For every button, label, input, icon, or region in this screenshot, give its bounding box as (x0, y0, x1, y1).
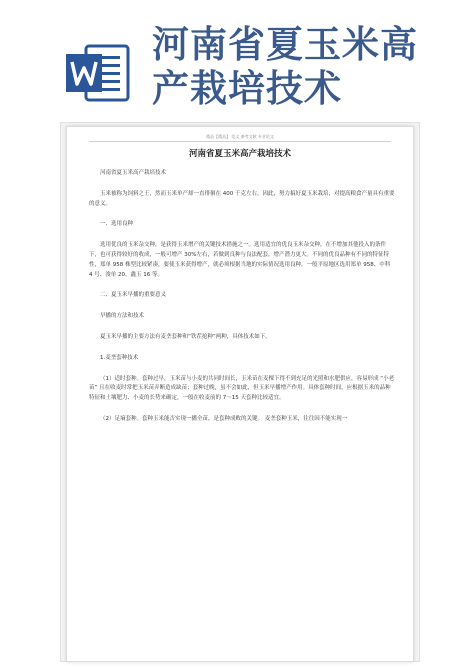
paragraph: （1）适时套种。套种过早，玉米苗与小麦的共同时间长，玉米苗在麦棵下得不到充足的光照和水肥供应，容易形成 “小老苗” 且在收麦时常把玉米苗弄断造成缺苗；套种过晚，虽不会如此，但玉米早播增产作用。具体套种时间，应根据玉米的品种特征和土壤肥力、小麦的长势来确定，一般在收麦前的 7～15 天套种比较适宜。 (89, 375, 395, 402)
word-icon (64, 40, 130, 106)
banner-title: 河南省夏玉米高产栽培技术 (152, 22, 418, 110)
subheading: 1.麦垄套种技术 (100, 354, 139, 361)
paragraph: 选用优良的玉米杂交种，是获得玉米增产的关键技术措施之一。选用适宜的优良玉米杂交种，在不增加其他投入的条件下，也可获得较好的收成，一般可增产 30%左右，若做到良种与良法配套，增产潜力更大。不同的优良品种有不同的特征特性，郑单 958 株型比较紧凑，要使玉米获得增产，就必须根据当地的实际情况选用良种。一般平原地区选用郑单 958、中科 4 号、浚单 20、鑫玉 16 等。 (89, 242, 391, 278)
paragraph: 玉米被称为饲料之王，然而玉米单产却一直徘徊在 400 千克左右，因此，努力搞好夏玉米栽培，对提高粮食产量具有重要的意义。 (89, 190, 395, 207)
document-page (66, 126, 414, 662)
page-header: 精品【精品】 范文 参考文献 专业论文 (206, 134, 274, 139)
section-heading: 一、选用良种 (100, 221, 134, 228)
document-body (89, 169, 395, 425)
subheading: 早播的方法和技术 (100, 313, 145, 320)
document-title: 河南省夏玉米高产栽培技术 (188, 149, 291, 159)
paragraph: （2）足墒套种。套种玉米能否实现一播全苗，是套种成败的关键。 麦垄套种玉米，往往因不能实现一 (100, 415, 348, 422)
header-divider (89, 141, 391, 142)
banner (0, 0, 474, 126)
paragraph: 河南省夏玉米高产栽培技术 (100, 170, 167, 176)
paragraph: 夏玉米早播的主要方法有麦垄套种和“铁茬抢种”两种，具体技术如下。 (100, 333, 271, 340)
section-heading: 二、夏玉米早播的重要意义 (100, 292, 167, 299)
